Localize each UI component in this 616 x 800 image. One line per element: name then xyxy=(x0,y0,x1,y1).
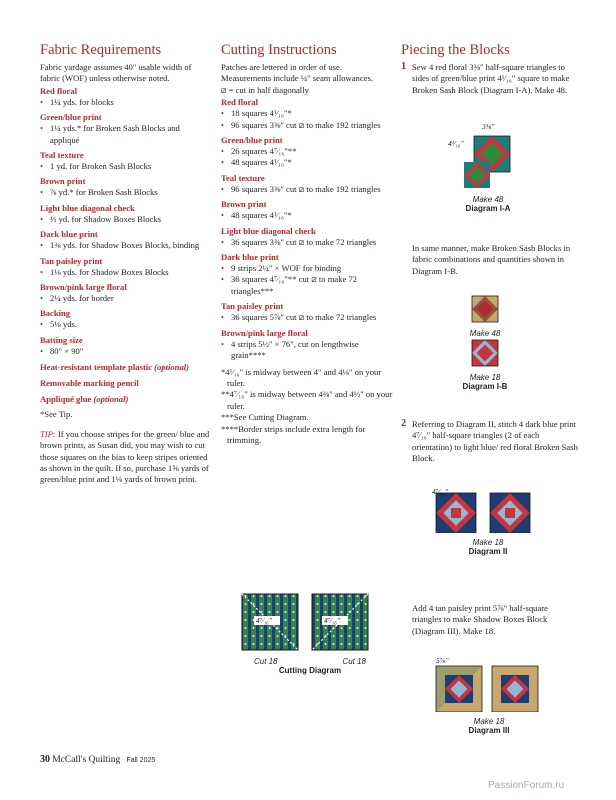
fabric-name: Brown/pink large floral xyxy=(40,282,127,293)
list-item: • 1⅜ yds. for Shadow Boxes Blocks, binding xyxy=(40,240,210,251)
diagram-ii xyxy=(432,485,544,556)
list-item: • 26 squares 4⁷⁄₁₆"** xyxy=(221,146,393,157)
diagram-i-b-block-2 xyxy=(455,338,515,368)
list-item: • 48 squares 4¹⁄₁₆"* xyxy=(221,210,393,221)
fabric-name: Tan paisley print xyxy=(221,301,284,312)
dii-caption: Diagram II xyxy=(468,547,508,556)
list-item: • 18 squares 4¹⁄₁₆"* xyxy=(221,108,393,119)
list-item: • 96 squares 3⅜" cut ⧄ to make 192 triangles xyxy=(221,120,393,131)
step-2 xyxy=(401,419,579,465)
list-item: • 80" × 90" xyxy=(40,346,210,357)
fabric-name: Light blue diagonal check xyxy=(40,202,135,213)
page-footer xyxy=(40,754,155,765)
fabric-name: Brown print xyxy=(40,176,86,187)
dia-make: Make 48 xyxy=(472,195,504,204)
cutting-groups xyxy=(221,97,393,361)
list-item: • 96 squares 3⅜" cut ⧄ to make 192 triangles xyxy=(221,184,393,195)
footnote: *4¹⁄₁₆" is midway between 4" and 4⅛" on your ruler. xyxy=(221,366,382,388)
diii-dim: 5⅞" xyxy=(436,656,449,665)
item-list xyxy=(221,237,393,248)
list-item: • 1¼ yds.* for Broken Sash Blocks and appliqué xyxy=(40,123,210,146)
magazine-name: McCall's Quilting xyxy=(52,755,121,765)
item-list xyxy=(40,267,210,278)
fabric-name: Dark blue print xyxy=(40,229,98,240)
footnote: ****Border strips include extra length for trimming. xyxy=(221,423,366,445)
diagram-ii-graphic xyxy=(432,485,544,533)
step-2-body xyxy=(401,419,579,465)
diagram-i-b-block-1 xyxy=(455,294,515,324)
footnote: ***See Cutting Diagram. xyxy=(221,412,309,423)
list-item: • 36 squares 3⅜" cut ⧄ to make 72 triangles xyxy=(221,237,393,248)
dia-dim-left: 4¹⁄₁₆" xyxy=(448,139,464,148)
fabric-name: Backing xyxy=(40,308,71,319)
tip-text: If you choose stripes for the green/ blue and brown prints, as Susan did, you may wish to cut those squares on the bias to keep stripes oriented as shown in the quilt. If so, purchase 1⅝ yards of green/blue print and 1⅛ yards of brown print. xyxy=(40,428,210,485)
page-number: 30 xyxy=(40,754,50,765)
supply-item xyxy=(40,394,210,405)
step-2b-text: Add 4 tan paisley print 5⅞" half-square triangles to make Shadow Boxes Block (Diagram III). Make 18. xyxy=(412,603,548,636)
fabric-name: Red floral xyxy=(40,85,77,96)
supply-name: Heat-resistant template plastic xyxy=(40,362,153,373)
item-list xyxy=(221,263,393,297)
step-2b xyxy=(412,603,578,637)
cutting-legend: ⧄ = cut in half diagonally xyxy=(221,84,309,95)
supply-name: Appliqué glue xyxy=(40,394,92,405)
dib-caption: Diagram I-B xyxy=(462,382,508,391)
cutting-notes xyxy=(221,367,393,447)
fabric-name: Tan paisley print xyxy=(40,255,103,266)
list-item: • 2¼ yds. for border xyxy=(40,293,210,304)
supply-item xyxy=(40,378,210,389)
tip-label: TIP: xyxy=(40,428,56,439)
fabric-name: Batting size xyxy=(40,334,83,345)
dib-make-2: Make 18 xyxy=(469,373,501,382)
list-item: • 1¼ yds. for blocks xyxy=(40,97,210,108)
fabric-name: Red floral xyxy=(221,97,258,108)
fabric-extras xyxy=(40,362,210,405)
dib-make-1: Make 48 xyxy=(469,329,501,338)
diagram-iii-graphic xyxy=(432,656,546,712)
item-list xyxy=(40,346,210,357)
list-item: • 4 strips 5½" × 76", cut on lengthwise grain**** xyxy=(221,339,393,362)
see-tip: *See Tip. xyxy=(40,409,73,420)
diagram-i-a xyxy=(448,122,528,213)
dii-dim: 4⁷⁄₁₆" xyxy=(432,487,448,496)
fabric-name: Light blue diagonal check xyxy=(221,225,316,236)
supply-note: (optional) xyxy=(93,394,129,405)
list-item: • 48 squares 4¹⁄₁₆"* xyxy=(221,157,393,168)
dia-dim-top: 3⅜" xyxy=(482,122,495,131)
list-item: • 36 squares 5⅞" cut ⧄ to make 72 triangles xyxy=(221,312,393,323)
list-item: • 1 yd. for Broken Sash Blocks xyxy=(40,161,210,172)
list-item: • 9 strips 2¼" × WOF for binding xyxy=(221,263,393,274)
list-item: • ⅓ yd. for Shadow Boxes Blocks xyxy=(40,214,210,225)
item-list xyxy=(221,108,393,131)
cutting-intro: Patches are lettered in order of use. Measurements include ¼" seam allowances. xyxy=(221,62,373,84)
supply-item xyxy=(40,362,210,373)
step-1b-text: In same manner, make Broken Sash Blocks in fabric combinations and quantities shown in Diagram I-B. xyxy=(412,243,571,276)
supply-note: (optional) xyxy=(154,362,190,373)
fabric-name: Brown/pink large floral xyxy=(221,327,308,338)
item-list xyxy=(40,214,210,225)
fabric-intro: Fabric yardage assumes 40" usable width of fabric (WOF) unless otherwise noted. xyxy=(40,62,192,84)
footnote: **4⁷⁄₁₆" is midway between 4⅜" and 4½" on your ruler. xyxy=(221,389,393,411)
cut-label-1: Cut 18 xyxy=(254,657,278,666)
item-list xyxy=(40,161,210,172)
fabric-name: Teal texture xyxy=(221,172,265,183)
item-list xyxy=(40,319,210,330)
fabric-name: Brown print xyxy=(221,199,267,210)
issue-label: Fall 2025 xyxy=(126,757,156,764)
list-item: • 36 squares 4⁷⁄₁₆"** cut ⧄ to make 72 triangles*** xyxy=(221,274,393,297)
step-1 xyxy=(401,62,576,96)
piecing-title: Piecing the Blocks xyxy=(401,42,510,58)
step-2-number: 2 xyxy=(401,418,407,429)
cut-label-2: Cut 18 xyxy=(342,657,366,666)
fabric-name: Green/blue print xyxy=(221,135,283,146)
tip-paragraph xyxy=(40,429,210,486)
list-item: • ⅞ yd.* for Broken Sash Blocks xyxy=(40,187,210,198)
step-1-text: Sew 4 red floral 3⅜" half-square triangles to sides of green/blue print 4¹⁄₁₆" square to make Broken Sash Block (Diagram I-A). Make 48. xyxy=(412,62,570,95)
cutting-diagram-caption: Cutting Diagram xyxy=(278,666,342,675)
item-list xyxy=(221,210,393,221)
fabric-title: Fabric Requirements xyxy=(40,42,162,58)
item-list xyxy=(221,339,393,362)
item-list xyxy=(40,97,210,108)
fabric-groups xyxy=(40,86,210,357)
fabric-name: Teal texture xyxy=(40,150,84,161)
diagram-i-b xyxy=(455,294,515,391)
dii-make: Make 18 xyxy=(472,538,504,547)
fabric-requirements-column xyxy=(40,42,210,486)
cut-dim-2: 4⁷⁄₁₆" xyxy=(324,616,340,625)
cutting-instructions-column xyxy=(221,42,393,446)
fabric-name: Green/blue print xyxy=(40,112,102,123)
step-1-number: 1 xyxy=(401,61,407,72)
step-1b xyxy=(412,243,582,277)
supply-name: Removable marking pencil xyxy=(40,378,139,389)
dia-caption: Diagram I-A xyxy=(465,204,511,213)
fabric-name: Dark blue print xyxy=(221,252,279,263)
cut-dim-1: 4⁷⁄₁₆" xyxy=(256,616,272,625)
watermark: PassionForum.ru xyxy=(488,780,565,791)
diii-make: Make 18 xyxy=(473,717,505,726)
cutting-title: Cutting Instructions xyxy=(221,42,337,58)
list-item: • 1⅛ yds. for Shadow Boxes Blocks xyxy=(40,267,210,278)
step-2-text: Referring to Diagram II, stitch 4 dark blue print 4⁷⁄₁₆" half-square triangles (2 of each orientation) to light blue/ red floral Broken Sash Block. xyxy=(412,419,578,464)
piecing-column xyxy=(401,42,576,96)
item-list xyxy=(40,187,210,198)
cutting-diagram xyxy=(240,592,380,675)
item-list xyxy=(40,240,210,251)
item-list xyxy=(221,184,393,195)
list-item: • 5⅛ yds. xyxy=(40,319,210,330)
diagram-i-a-graphic xyxy=(448,122,528,190)
item-list xyxy=(221,146,393,169)
diii-caption: Diagram III xyxy=(468,726,510,735)
item-list xyxy=(221,312,393,323)
item-list xyxy=(40,293,210,304)
diagram-iii xyxy=(432,656,546,735)
item-list xyxy=(40,123,210,146)
